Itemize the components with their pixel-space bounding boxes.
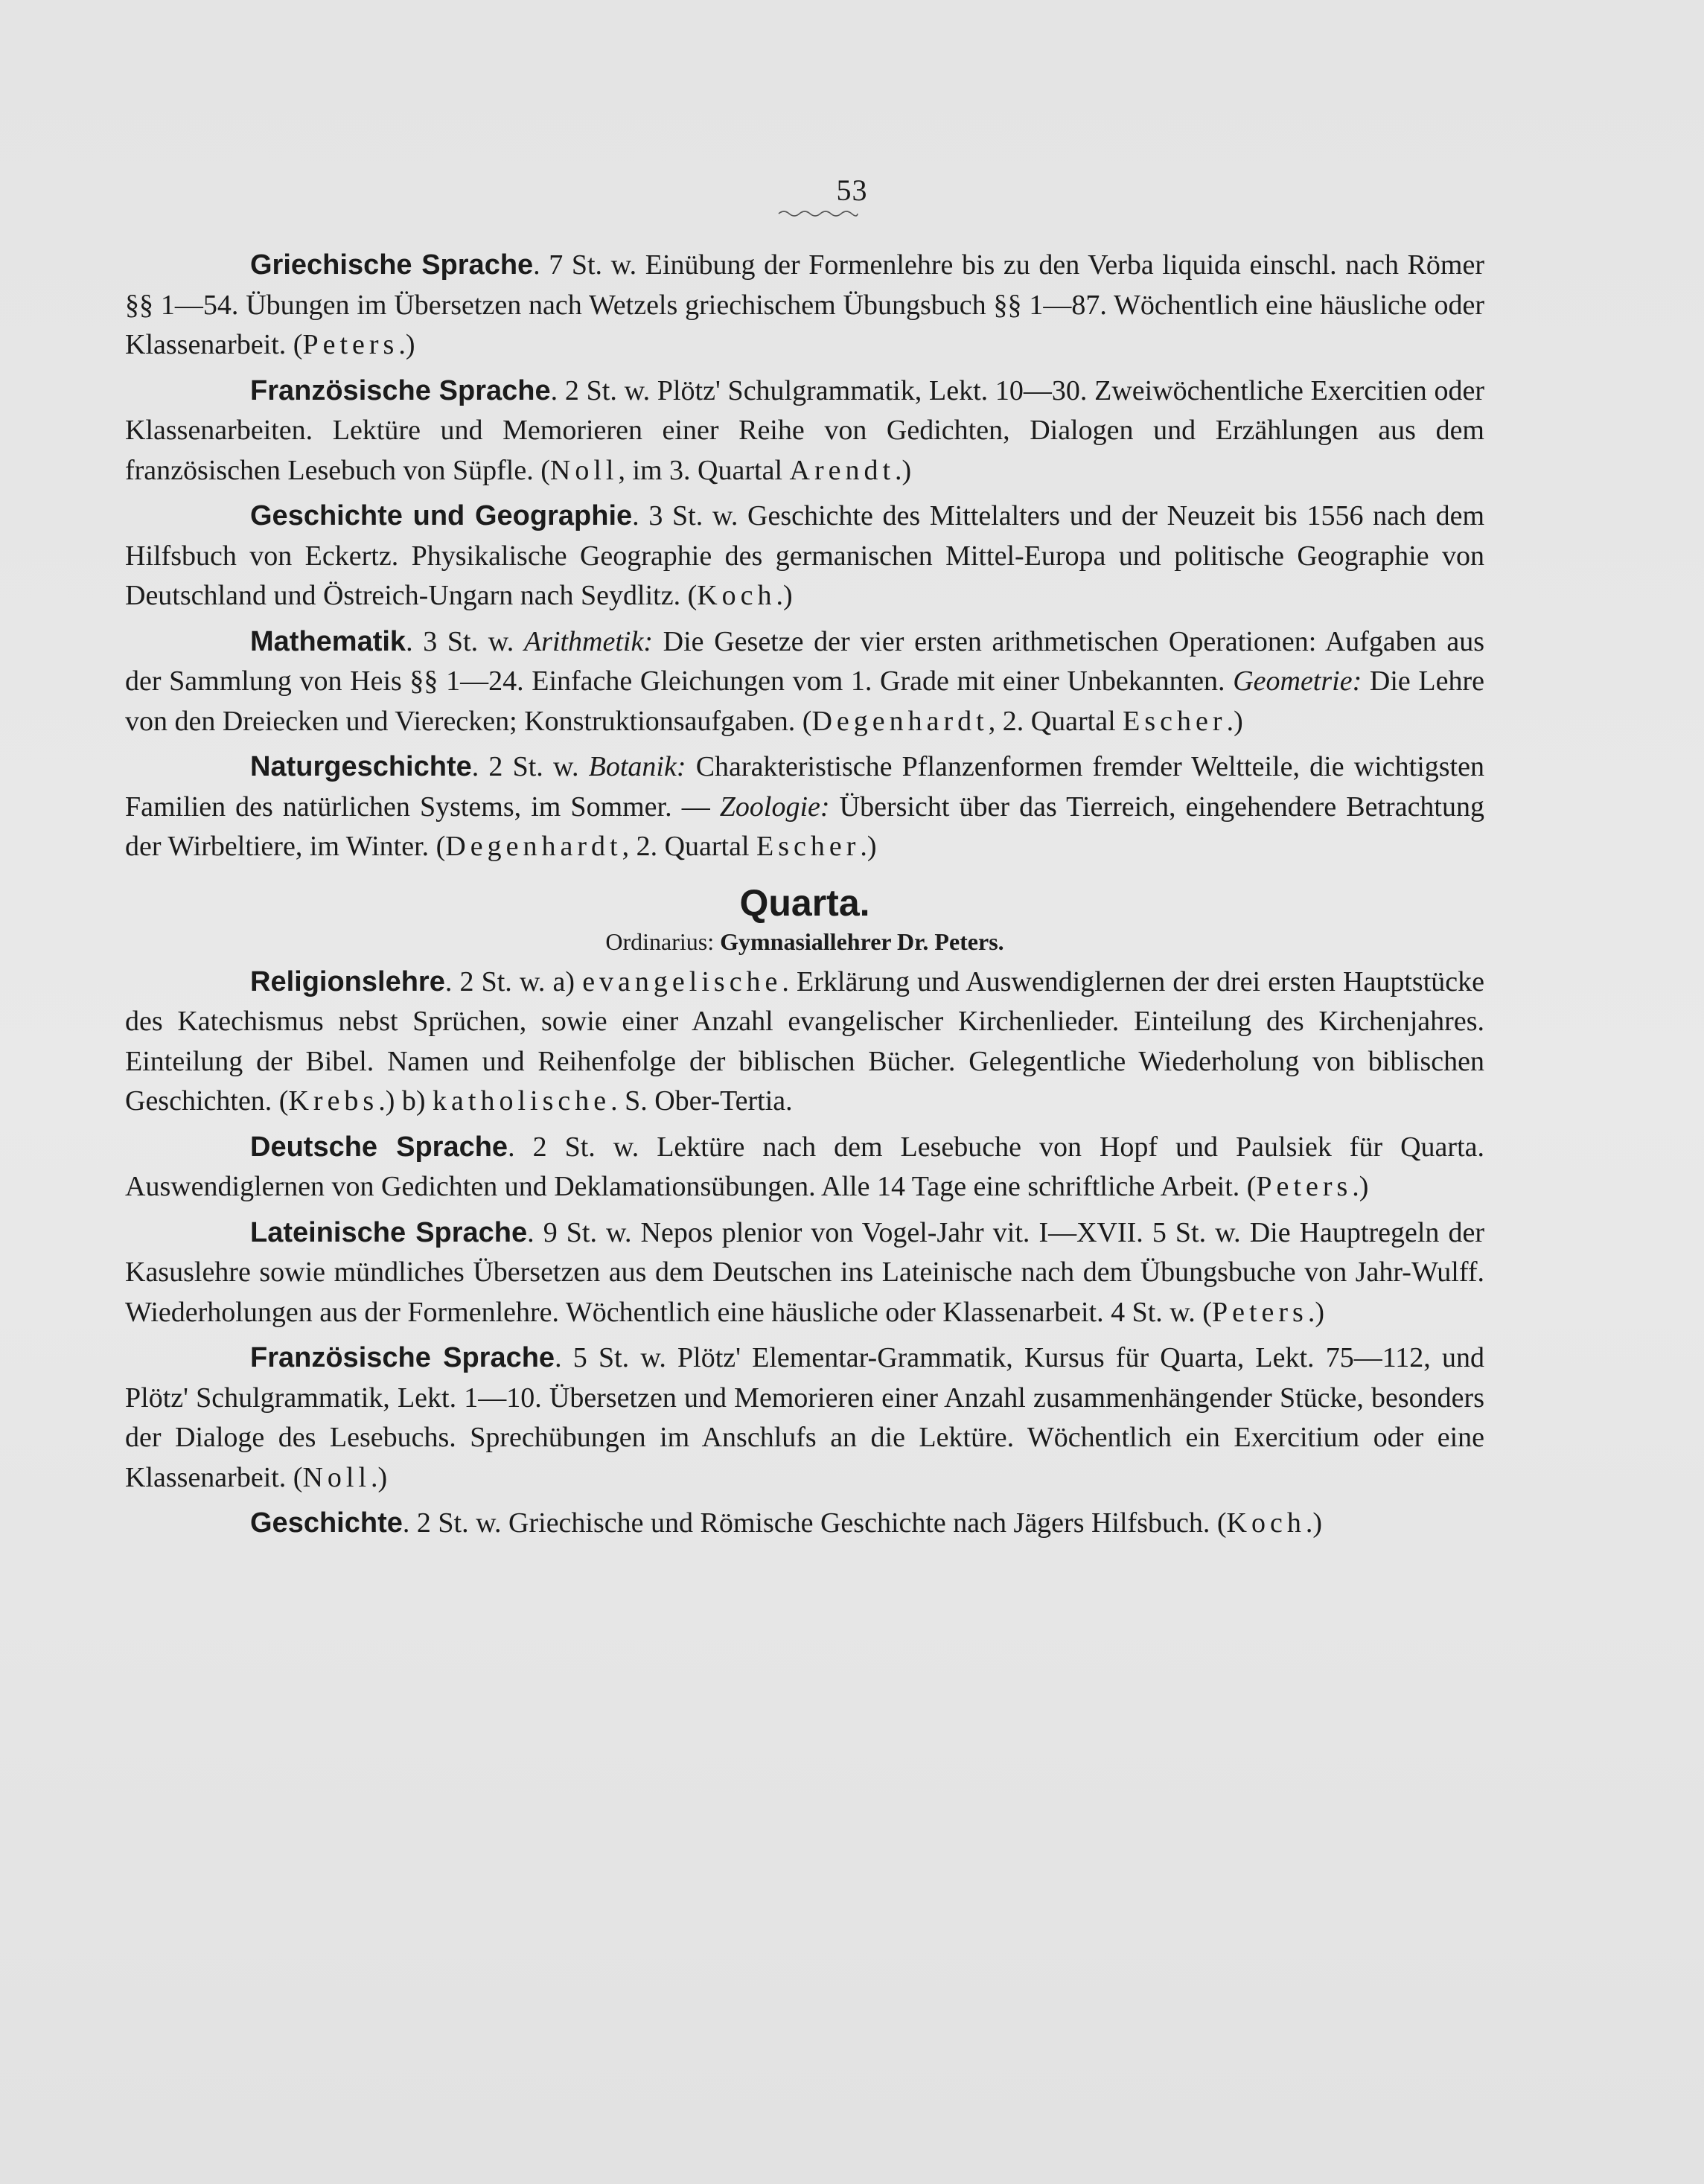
paragraph-close: .) [895,454,912,486]
paragraph-text: , 2. Quartal [622,831,757,862]
paragraph-close: .) [860,831,877,862]
teacher-name: Degenhardt [445,831,622,862]
teacher-name: Koch [697,580,776,611]
paragraph-text: . 2 St. w. [471,751,589,782]
paragraph-griechische-sprache [125,246,1484,365]
subject-heading: Mathematik [250,625,406,657]
paragraph-text: . 2 St. w. Lektüre nach dem Lesebuche von Hopf und Paulsiek für Quarta. Auswendiglernen von Gedichten und Deklamationsübungen. Alle 14 Tage eine schriftliche Arbeit. ( [125,1131,1484,1202]
topic-label: Geometrie: [1233,665,1362,697]
paragraph-text: Übersicht über das Tierreich, eingehendere Betrachtung der Wirbeltiere, im Winter. ( [125,791,1484,862]
paragraph-text: . 7 St. w. Einübung der Formenlehre bis zu den Verba liquida einschl. nach Römer §§ 1—54. Übungen im Übersetzen nach Wetzels griechischem Übungsbuch §§ 1—87. Wöchentlich eine häusliche oder Klassenarbeit. ( [125,249,1484,360]
paragraph-text: . 2 St. w. Plötz' Schulgrammatik, Lekt. 10—30. Zweiwöchentliche Exercitien oder Klassenarbeiten. Lektüre und Memorieren einer Reihe von Gedichten, Dialogen und Erzählungen aus dem französischen Lesebuch von Süpfle. ( [125,374,1484,486]
paragraph-lateinische-sprache [125,1213,1484,1333]
paragraph-text: . 9 St. w. Nepos plenior von Vogel-Jahr vit. I—XVII. 5 St. w. Die Hauptregeln der Kasuslehre sowie mündliches Übersetzen aus dem Deutschen ins Lateinische nach dem Übungsbuche von Jahr-Wulff. Wiederholungen aus der Formenlehre. Wöchentlich eine häusliche oder Klassenarbeit. 4 St. w. ( [125,1216,1485,1328]
paragraph-text: , im 3. Quartal [618,454,790,486]
ordinarius-label: Ordinarius: [605,927,715,955]
subject-heading: Französische Sprache [250,374,551,406]
subject-heading: Französische Sprache [250,1342,555,1373]
paragraph-text: Die Lehre von den Dreiecken und Vierecken; Konstruktionsaufgaben. ( [125,665,1484,737]
subject-heading: Geschichte [250,1507,403,1539]
paragraph-franzoesische-sprache [125,371,1484,491]
paragraph-geschichte-und-geographie [125,496,1484,616]
paragraph-text: . 3 St. w. [406,625,524,657]
paragraph-text: . 2 St. w. a) [444,965,583,997]
teacher-name: Escher [1123,705,1227,737]
ordinarius-name: Gymnasiallehrer Dr. Peters. [720,927,1004,955]
paragraph-text: Die Gesetze der vier ersten arithmetischen Operationen: Aufgaben aus der Sammlung von Heis §§ 1—24. Einfache Gleichungen vom 1. Grade mit einer Unbekannten. [125,625,1484,697]
topic-label: Zoologie: [719,791,830,823]
teacher-name: Peters [1256,1171,1353,1202]
teacher-name: Krebs [288,1085,379,1117]
confession-label: katholische [433,1085,611,1117]
paragraph-close: .) [398,329,415,360]
paragraph-text: Charakteristische Pflanzenformen fremder Weltteile, die wichtigsten Familien des natürlichen Systems, im Sommer. — [125,751,1484,823]
paragraph-text: . S. Ober-Tertia. [610,1085,793,1117]
paragraph-text: .) b) [378,1085,433,1117]
subject-heading: Deutsche Sprache [250,1131,508,1163]
subject-heading: Lateinische Sprache [250,1216,528,1248]
page-number-ornament [777,208,859,219]
paragraph-naturgeschichte [125,747,1484,867]
teacher-name: Peters [302,329,399,360]
teacher-name: Escher [756,831,861,862]
paragraph-close: .) [1226,705,1243,737]
paragraph-close: .) [776,580,793,611]
section-title: Quarta. [739,881,870,924]
paragraph-text: , 2. Quartal [988,705,1123,737]
subject-heading: Naturgeschichte [250,751,472,782]
paragraph-close: .) [1307,1296,1324,1328]
paragraph-text: . 3 St. w. Geschichte des Mittelalters und der Neuzeit bis 1556 nach dem Hilfsbuch von Eckertz. Physikalische Geographie des germanischen Mittel-Europa und politische Geographie von Deutschland und Östreich-Ungarn nach Seydlitz. ( [125,500,1485,611]
paragraph-close: .) [371,1461,388,1493]
teacher-name: Noll [549,454,619,486]
teacher-name: Noll [302,1461,371,1493]
subject-heading: Geschichte und Geographie [250,500,633,531]
paragraph-deutsche-sprache [125,1128,1484,1207]
paragraph-mathematik [125,622,1484,742]
subject-heading: Griechische Sprache [250,249,534,281]
paragraph-franzoesische-sprache-quarta [125,1338,1484,1498]
subject-heading: Religionslehre [250,965,445,997]
paragraph-text: . 2 St. w. Griechische und Römische Geschichte nach Jägers Hilfsbuch. ( [402,1507,1227,1539]
paragraph-religionslehre [125,962,1484,1122]
teacher-name: Arendt [789,454,896,486]
paragraph-close: .) [1305,1507,1322,1539]
paragraph-text: . 5 St. w. Plötz' Elementar-Grammatik, Kursus für Quarta, Lekt. 75—112, und Plötz' Schulgrammatik, Lekt. 1—10. Übersetzen und Memorieren einer Anzahl zusammenhängender Stücke, besonders der Dialoge des Lesebuchs. Sprechübungen im Anschlufs an die Lektüre. Wöchentlich ein Exercitium oder eine Klassenarbeit. ( [125,1342,1484,1493]
topic-label: Botanik: [588,751,686,782]
paragraph-geschichte-quarta [125,1504,1484,1544]
page-body [125,246,1484,1550]
teacher-name: Peters [1211,1296,1308,1328]
teacher-name: Koch [1226,1507,1306,1539]
paragraph-close: .) [1352,1171,1369,1202]
paragraph-text: . Erklärung und Auswendiglernen der drei ersten Hauptstücke des Katechismus nebst Sprüchen, sowie einer Anzahl evangelischer Kirchenlieder. Einteilung des Kirchenjahres. Einteilung der Bibel. Namen und Reihenfolge der biblischen Bücher. Gelegentliche Wiederholung von biblischen Geschichten. ( [125,965,1484,1117]
teacher-name: Degenhardt [811,705,989,737]
section-ordinarius [125,925,1484,958]
confession-label: evangelische [582,965,782,997]
topic-label: Arithmetik: [523,625,653,657]
page-number: 53 [836,173,868,207]
